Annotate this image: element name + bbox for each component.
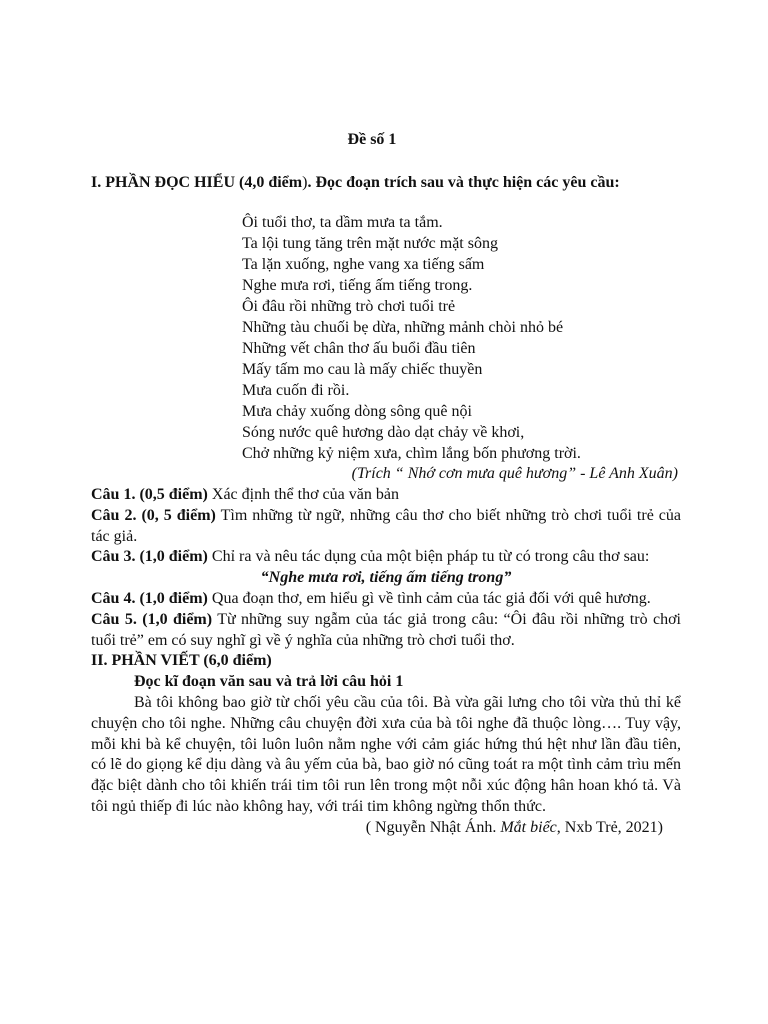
question-2 (91, 506, 681, 548)
question-label: Câu 3. (1,0 điểm) (91, 548, 208, 566)
question-text: Từ những suy ngẫm của tác giả trong câu: “Ôi đâu rồi những trò chơi tuổi trẻ” em có suy nghĩ gì về ý nghĩa của những trò chơi tuổi thơ. (91, 610, 681, 649)
poem-source: (Trích “ Nhớ cơn mưa quê hương” - Lê Anh Xuân) (351, 465, 678, 482)
questions-section (91, 485, 681, 839)
poem-line: Sóng nước quê hương dào dạt chảy về khơi, (242, 424, 525, 441)
poem (242, 212, 692, 464)
poem-line: Chở những kỷ niệm xưa, chìm lắng bốn phương trời. (242, 445, 581, 462)
poem-line: Nghe mưa rơi, tiếng ấm tiếng trong. (242, 277, 473, 294)
part1-heading-paren: ) (302, 174, 308, 191)
question-1 (91, 485, 681, 506)
poem-line: Mưa chảy xuống dòng sông quê nội (242, 403, 472, 420)
excerpt-paragraph: Bà tôi không bao giờ từ chối yêu cầu của tôi. Bà vừa gãi lưng cho tôi vừa thủ thỉ kể chuyện cho tôi nghe. Những câu chuyện đời xưa của bà tôi nghe đã thuộc lòng…. Tuy vậy, mỗi khi bà kể chuyện, tôi luôn luôn nằm nghe với cảm giác hứng thú hệt như lần đầu tiên, có lẽ do giọng kể dịu dàng và âu yếm của bà, bao giờ nó cũng toát ra một tình cảm trìu mến đặc biệt dành cho tôi khiến trái tim tôi run lên trong một nỗi xúc động hân hoan khó tả. Và tôi ngủ thiếp đi lúc nào không hay, với trái tim không ngừng thổn thức. (91, 693, 681, 815)
question-text: Chỉ ra và nêu tác dụng của một biện pháp tu từ có trong câu thơ sau: (207, 548, 650, 566)
poem-line: Những vết chân thơ ấu buổi đầu tiên (242, 340, 476, 357)
part1-heading-text: I. PHẦN ĐỌC HIỂU (4,0 điểm (91, 174, 303, 191)
source-suffix: , Nxb Trẻ, 2021) (556, 818, 663, 836)
part1-heading (91, 174, 691, 192)
question-3 (91, 547, 681, 568)
poem-line: Ta lặn xuống, nghe vang xa tiếng sấm (242, 256, 485, 273)
question-text: Qua đoạn thơ, em hiểu gì về tình cảm của tác giả đối với quê hương. (207, 589, 651, 607)
page-title: Đề số 1 (347, 131, 397, 148)
poem-line: Mấy tấm mo cau là mấy chiếc thuyền (242, 361, 483, 378)
quoted-verse: “Nghe mưa rơi, tiếng ấm tiếng trong” (260, 569, 512, 587)
part1-instruction: . Đọc đoạn trích sau và thực hiện các yêu cầu: (307, 174, 620, 191)
source-title: Mắt biếc (500, 818, 557, 836)
poem-line: Ôi đâu rồi những trò chơi tuổi trẻ (242, 298, 456, 315)
question-label: Câu 5. (1,0 điểm) (91, 610, 213, 628)
part2-instruction: Đọc kĩ đoạn văn sau và trả lời câu hỏi 1 (134, 673, 404, 691)
question-label: Câu 2. (0, 5 điểm) (91, 506, 216, 524)
poem-line: Ta lội tung tăng trên mặt nước mặt sông (242, 235, 498, 252)
question-text: Xác định thể thơ của văn bản (207, 486, 399, 503)
part2-heading: II. PHẦN VIẾT (6,0 điểm) (91, 652, 272, 670)
excerpt-source (91, 818, 681, 839)
question-text: Tìm những từ ngữ, những câu thơ cho biết những trò chơi tuổi trẻ của tác giả. (91, 506, 681, 545)
poem-line: Mưa cuốn đi rồi. (242, 382, 350, 399)
question-label: Câu 4. (1,0 điểm) (91, 589, 208, 607)
question-4 (91, 589, 681, 610)
question-5 (91, 610, 681, 652)
question-label: Câu 1. (0,5 điểm) (91, 486, 208, 503)
source-prefix: ( Nguyễn Nhật Ánh. (365, 818, 501, 836)
poem-line: Những tàu chuối bẹ dừa, những mảnh chòi nhỏ bé (242, 319, 564, 336)
poem-line: Ôi tuổi thơ, ta dầm mưa ta tắm. (242, 214, 443, 231)
